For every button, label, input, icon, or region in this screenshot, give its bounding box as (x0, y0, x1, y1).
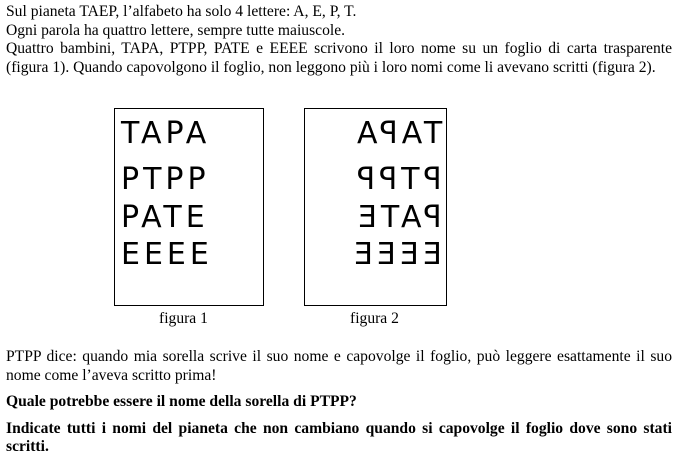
intro-line-words: Ogni parola ha quattro lettere, sempre tutte maiuscole. (6, 21, 346, 39)
figure-2-mirrored-word: PTPP (353, 162, 442, 197)
figure-2-mirrored-word: PATE (354, 200, 442, 235)
figure-2-caption: figura 2 (350, 310, 399, 327)
figure-2-mirrored-word: TAPA (352, 116, 442, 151)
figure-1-word: EEEE (121, 237, 213, 272)
figure-1-caption: figura 1 (159, 310, 208, 327)
problem-intro (6, 3, 672, 77)
question-invariant-names: Indicate tutti i nomi del pianeta che non cambiano quando si capovolge il foglio dove sono stati scritti. (6, 419, 672, 455)
intro-line-alphabet: Sul pianeta TAEP, l’alfabeto ha solo 4 lettere: A, E, P, T. (6, 3, 357, 20)
figure-1-word: PTPP (121, 162, 210, 197)
figure-1-sheet (114, 108, 264, 306)
figure-2-mirrored-word: EEEE (350, 237, 442, 272)
intro-line-children: Quattro bambini, TAPA, PTPP, PATE e EEEE scrivono il loro nome su un foglio di carta trasparente (figura 1). Quando capovolgono il foglio, non leggono più i loro nomi come li avevano scritti (figura 2). (6, 40, 672, 76)
question-sister-name: Quale potrebbe essere il nome della sorella di PTPP? (6, 393, 357, 410)
figure-1-word: PATE (121, 200, 209, 235)
ptpp-statement: PTPP dice: quando mia sorella scrive il suo nome e capovolge il foglio, può leggere esattamente il suo nome come l’aveva scritto prima! (6, 348, 672, 384)
figure-1-word: TAPA (121, 116, 211, 151)
problem-questions (6, 348, 672, 457)
figure-2-sheet (304, 108, 447, 306)
